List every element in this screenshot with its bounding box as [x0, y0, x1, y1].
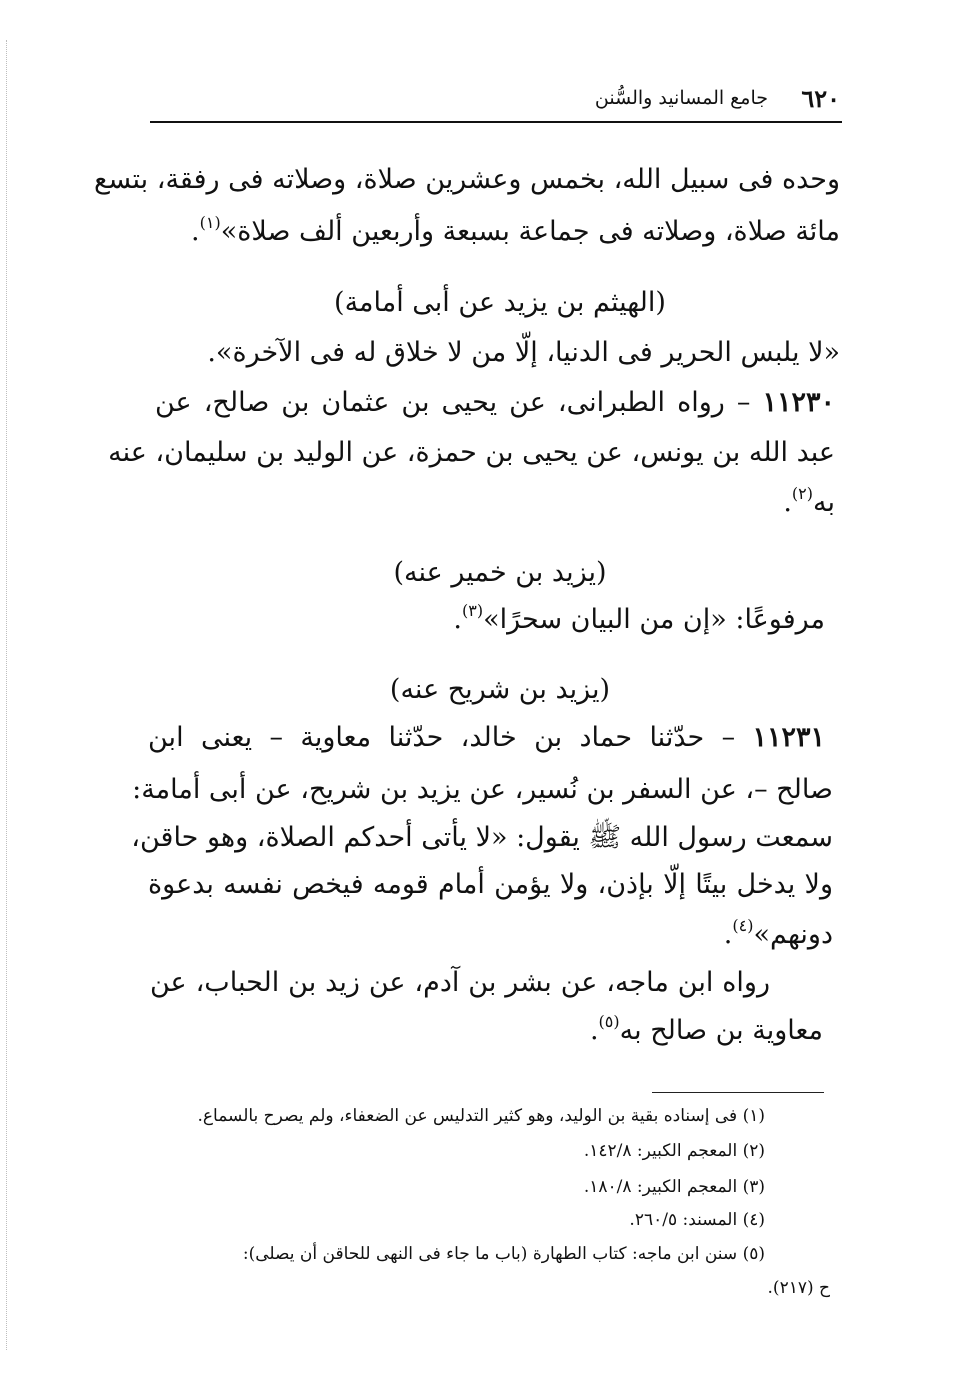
footnote-1-text: (١) فى إسناده بقية بن الوليد، وهو كثير التدليس عن الضعفاء، ولم يصرح بالسماع. [197, 1106, 765, 1126]
text-line-11-content: ولا يدخل بيتًا إلّا بإذن، ولا يؤمن أمام قومه فيخص نفسه بدعوة [148, 869, 833, 900]
footnote-ref-1: (١) [199, 213, 221, 232]
text-line-1-content: وحده فى سبيل الله، بخمس وعشرين صلاة، وصلاته فى رفقة، بتسع [94, 164, 840, 195]
footnote-2-text: (٢) المعجم الكبير: ١٤٢/٨. [583, 1141, 765, 1161]
text-line-9-content: صالح –، عن السفر بن نُسير، عن يزيد بن شريح، عن أبى أمامة: [132, 774, 833, 805]
footnote-ref-2: (٢) [791, 484, 813, 503]
text-line-4 [155, 383, 835, 423]
footnote-4 [140, 1207, 765, 1233]
text-line-13 [150, 963, 770, 1003]
text-line-14-end: . [589, 1015, 599, 1046]
text-line-11 [148, 865, 833, 905]
text-line-3 [160, 333, 840, 373]
footnote-ref-3: (٣) [462, 601, 484, 620]
footnote-3 [140, 1174, 765, 1200]
text-line-7 [160, 600, 825, 640]
text-line-2-content: مائة صلاة، وصلاته فى جماعة بسبعة وأربعين ألف صلاة» [220, 216, 840, 247]
text-line-14 [160, 1011, 823, 1051]
text-line-7-end: . [453, 604, 463, 635]
footnote-6-text: ح (٢١٧). [767, 1278, 830, 1298]
text-line-6-end: . [783, 487, 792, 518]
text-line-10-content: سمعت رسول الله ﷺ يقول: «لا يأتى أحدكم الصلاة، وهو حاقن، [131, 822, 833, 853]
text-line-6 [160, 483, 835, 523]
text-line-12-content: دونهم» [753, 919, 833, 950]
text-line-9 [132, 770, 833, 810]
page-number: ٦٢٠ [801, 84, 840, 113]
text-line-14-content: معاوية بن صالح به [619, 1015, 823, 1046]
section-heading-1 [160, 283, 840, 323]
text-line-12 [160, 915, 833, 955]
text-line-3-content: «لا يلبس الحرير فى الدنيا، إلّا من لا خلاق له فى الآخرة». [207, 337, 840, 368]
footnote-3-text: (٣) المعجم الكبير: ١٨٠/٨. [583, 1177, 765, 1197]
footnote-ref-4: (٤) [732, 916, 754, 935]
section-heading-2-text: (يزيد بن خمير عنه) [393, 557, 607, 588]
text-line-1 [94, 160, 840, 200]
text-line-13-content: رواه ابن ماجه، عن بشر بن آدم، عن زيد بن الحباب، عن [150, 967, 770, 998]
text-line-8 [148, 718, 825, 758]
section-heading-2 [160, 553, 840, 593]
footnote-separator [652, 1092, 824, 1093]
section-heading-1-text: (الهيثم بن يزيد عن أبى أمامة) [334, 287, 666, 318]
footnote-5-continuation [140, 1275, 830, 1301]
page-header [150, 84, 840, 120]
text-line-5 [108, 433, 835, 473]
footnote-5-text: (٥) سنن ابن ماجه: كتاب الطهارة (باب ما جاء فى النهى للحاقن أن يصلى): [242, 1244, 765, 1264]
text-line-2 [160, 212, 840, 252]
text-line-2-end: . [191, 216, 200, 247]
header-rule [150, 121, 842, 123]
text-line-4-content: – رواه الطبرانى، عن يحيى بن عثمان بن صالح، عن [155, 387, 751, 418]
text-line-10 [131, 818, 833, 858]
footnote-ref-5: (٥) [598, 1012, 620, 1031]
hadith-number-11230: ١١٢٣٠ [762, 387, 835, 418]
text-line-6-content: به [813, 487, 835, 518]
section-heading-3-text: (يزيد بن شريح عنه) [389, 674, 611, 705]
text-line-7-content: مرفوعًا: «إن من البيان سحرًا» [483, 604, 825, 635]
footnote-2 [140, 1138, 765, 1164]
footnote-5 [140, 1241, 765, 1267]
text-line-5-content: عبد الله بن يونس، عن يحيى بن حمزة، عن الوليد بن سليمان، عنه [108, 437, 835, 468]
text-line-12-end: . [723, 919, 733, 950]
section-heading-3 [160, 670, 840, 710]
text-line-8-content: – حدّثنا حماد بن خالد، حدّثنا معاوية – يعنى ابن [148, 722, 736, 753]
running-title: جامع المسانيد والسُّنن [594, 87, 768, 109]
scan-edge-line [6, 40, 8, 1350]
footnote-1 [140, 1103, 765, 1129]
footnote-4-text: (٤) المسند: ٢٦٠/٥. [629, 1210, 765, 1230]
hadith-number-11231: ١١٢٣١ [752, 722, 825, 753]
